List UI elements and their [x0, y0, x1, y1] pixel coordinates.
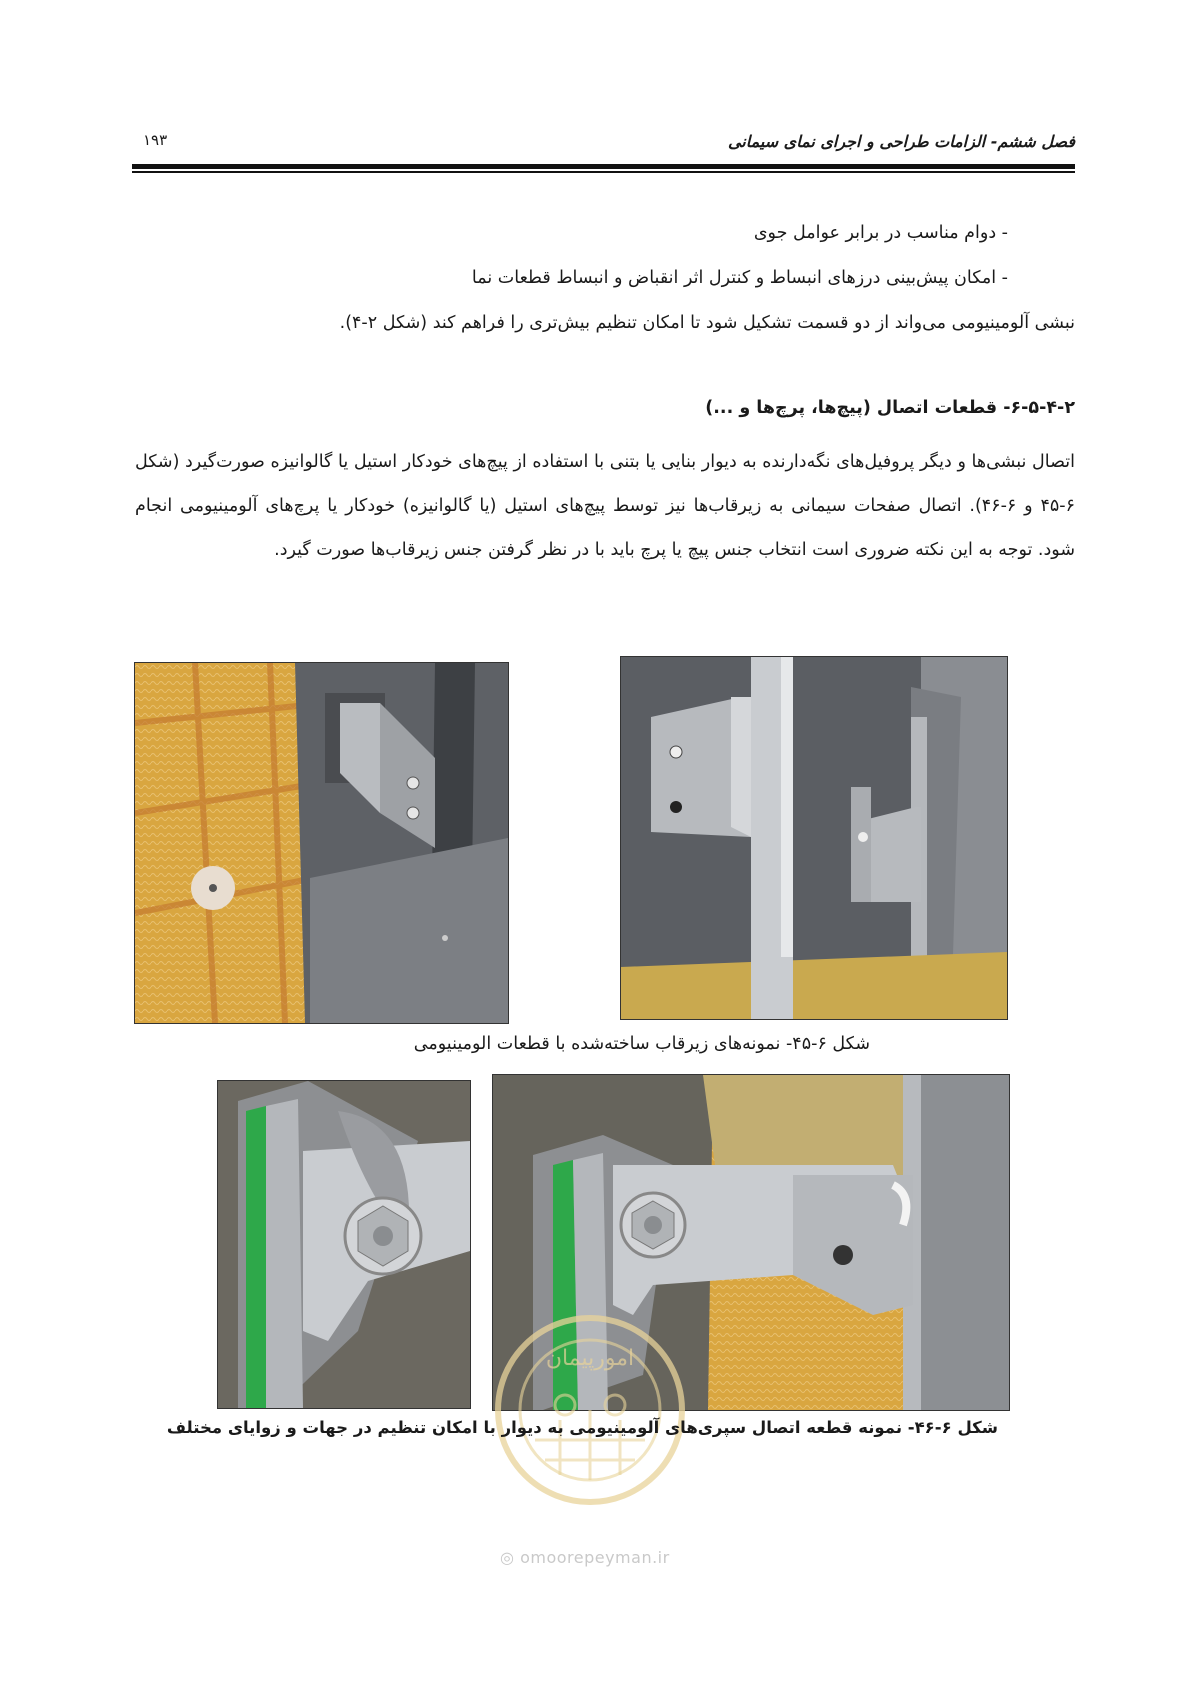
watermark-logo — [490, 1310, 690, 1510]
fig45-caption: شکل ۶-۴۵- نمونه‌های زیرقاب ساخته‌شده با قطعات الومینیومی — [413, 1034, 870, 1054]
watermark-site — [500, 1548, 670, 1567]
fig45-right-illustration — [621, 657, 1007, 1019]
fig45-left-illustration — [135, 663, 508, 1023]
watermark-site-text: omoorepeyman.ir — [520, 1548, 670, 1567]
section-paragraph: اتصال نبشی‌ها و دیگر پروفیل‌های نگه‌دارنده به دیوار بنایی یا بتنی با استفاده از پیچ‌های خودکار استیل یا گالوانیزه صورت‌گیرد (شکل ۶-۴۵ و ۶-۴۶). اتصال صفحات سیمانی به زیرقاب‌ها نیز توسط پیچ‌های استیل (یا گالوانیزه) خودکار یا پرچ‌های آلومینیومی انجام شود. توجه به این نکته ضروری است انتخاب جنس پیچ یا پرچ باید با در نظر گرفتن جنس زیرقاب‌ها صورت گیرد. — [135, 452, 1075, 560]
bullet-expansion-joints: - امکان پیش‌بینی درزهای انبساط و کنترل اثر انقباض و انبساط قطعات نما — [471, 268, 1008, 288]
angle-sentence: نبشی آلومینیومی می‌واند از دو قسمت تشکیل شود تا امکان تنظیم بیش‌تری را فراهم کند (شکل ۲-۴). — [339, 313, 1075, 333]
header-rule-thin — [132, 171, 1075, 173]
section-heading: ۶-۵-۴-۲- قطعات اتصال (پیچ‌ها، پرچ‌ها و ...) — [705, 398, 1075, 418]
fig45-photo-insulation-bracket — [134, 662, 509, 1024]
watermark-seal-icon — [490, 1310, 690, 1510]
fig46-left-illustration — [218, 1081, 470, 1408]
svg-text:امورپیمان: امورپیمان — [545, 1346, 635, 1371]
header-rule-thick — [132, 164, 1075, 169]
fig45-photo-aluminum-profiles — [620, 656, 1008, 1020]
bullet-durability: - دوام مناسب در برابر عوامل جوی — [753, 223, 1008, 243]
fig46-caption: شکل ۶-۴۶- نمونه قطعه اتصال سپری‌های آلومینیومی به دیوار با امکان تنظیم در جهات و زوایای مختلف — [166, 1418, 998, 1437]
watermark-at-icon: ◎ — [500, 1548, 515, 1567]
fig46-photo-bracket-closeup — [217, 1080, 471, 1409]
running-header-title: فصل ششم- الزامات طراحی و اجرای نمای سیمانی — [727, 132, 1075, 151]
page-number: ۱۹۳ — [143, 131, 168, 149]
